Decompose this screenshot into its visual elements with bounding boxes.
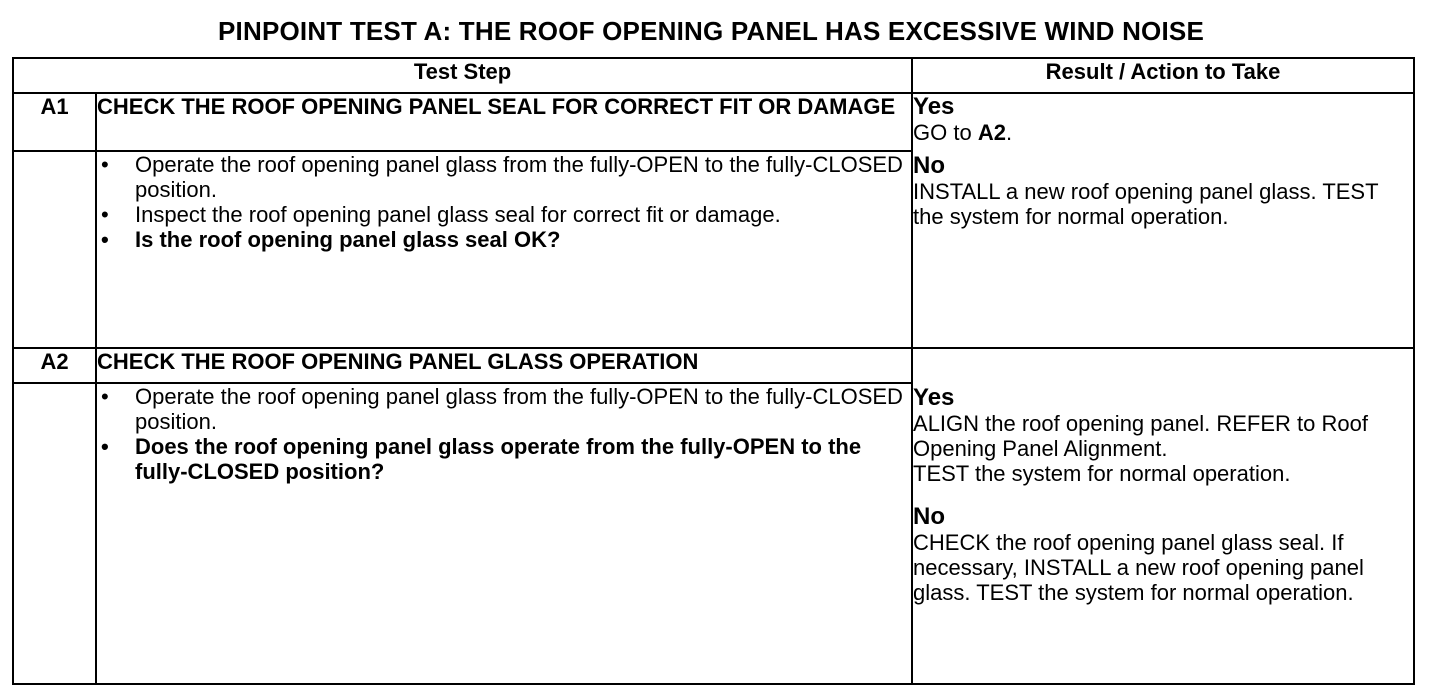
yes-action-reference: Roof Opening Panel Alignment xyxy=(913,411,1368,461)
step-a2-no xyxy=(913,504,1413,605)
yes-action-line-1: ALIGN the roof opening panel. REFER to xyxy=(913,411,1316,436)
yes-action-period: . xyxy=(1161,436,1168,461)
list-item: • Operate the roof opening panel glass from the fully-OPEN to the fully-CLOSED position. xyxy=(97,152,911,202)
step-a1-result xyxy=(912,93,1414,348)
step-a2-title: CHECK THE ROOF OPENING PANEL GLASS OPERATION xyxy=(96,348,912,383)
yes-action-ref: A2 xyxy=(977,120,1006,145)
yes-action xyxy=(913,411,1413,486)
list-item: • Inspect the roof opening panel glass seal for correct fit or damage. xyxy=(97,202,911,227)
yes-label: Yes xyxy=(913,93,955,120)
result-header: Result / Action to Take xyxy=(912,58,1414,93)
step-a1-items xyxy=(97,152,911,252)
no-action: CHECK the roof opening panel glass seal. If necessary, INSTALL a new roof opening panel glass. TEST the system for normal operation. xyxy=(913,530,1364,605)
step-a2-items xyxy=(97,384,911,484)
list-item: • Operate the roof opening panel glass from the fully-OPEN to the fully-CLOSED position. xyxy=(97,384,911,434)
yes-action-suffix: . xyxy=(1005,120,1013,145)
step-a1-body xyxy=(96,151,912,348)
step-a1-title-row xyxy=(13,93,1414,151)
step-a2-title-row xyxy=(13,348,1414,383)
step-a1-id-spacer xyxy=(13,151,96,348)
step-a1-question: • Is the roof opening panel glass seal OK? xyxy=(97,227,911,252)
page-title: PINPOINT TEST A: THE ROOF OPENING PANEL HAS EXCESSIVE WIND NOISE xyxy=(218,16,1204,46)
yes-label: Yes xyxy=(913,384,955,411)
step-a2-id-spacer xyxy=(13,383,96,684)
test-step-header: Test Step xyxy=(13,58,912,93)
step-a1-yes xyxy=(913,94,1413,145)
step-a2-body xyxy=(96,383,912,684)
header-row xyxy=(13,58,1414,93)
step-a2-question: • Does the roof opening panel glass operate from the fully-OPEN to the fully-CLOSED position? xyxy=(97,434,911,484)
yes-action xyxy=(913,120,1413,145)
no-action: INSTALL a new roof opening panel glass. TEST the system for normal operation. xyxy=(913,179,1379,229)
step-a1-no xyxy=(913,153,1413,229)
yes-action-prefix: GO to xyxy=(913,120,978,145)
no-label: No xyxy=(913,503,946,530)
pinpoint-test-table xyxy=(12,57,1415,685)
step-a2-id: A2 xyxy=(13,348,96,383)
step-a1-id: A1 xyxy=(13,93,96,151)
step-a2-yes xyxy=(913,385,1413,486)
step-a1-title: CHECK THE ROOF OPENING PANEL SEAL FOR CORRECT FIT OR DAMAGE xyxy=(96,93,912,151)
yes-action-line-2: TEST the system for normal operation. xyxy=(913,461,1291,486)
step-a2-result xyxy=(912,348,1414,684)
no-label: No xyxy=(913,152,946,179)
